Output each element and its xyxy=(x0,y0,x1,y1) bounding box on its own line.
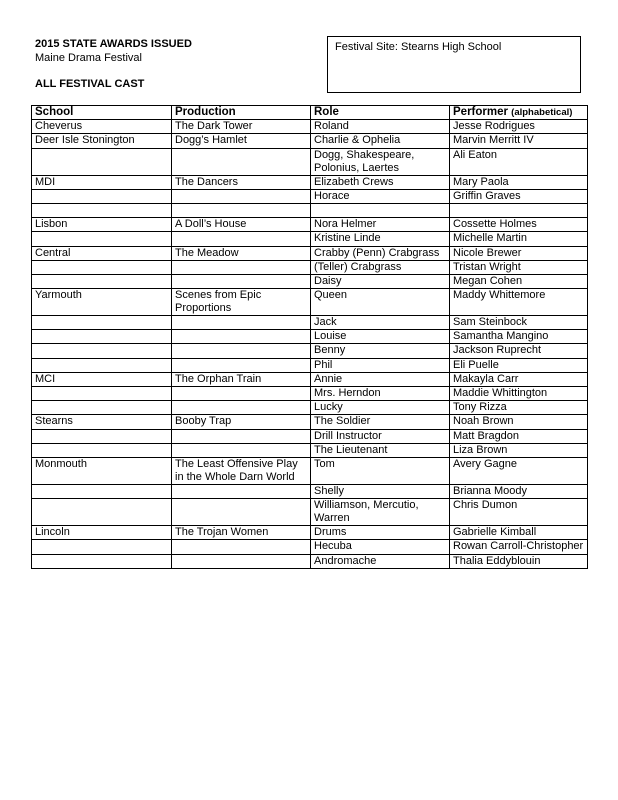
table-row xyxy=(32,189,588,203)
school-cell xyxy=(32,484,172,498)
school-cell xyxy=(32,499,172,526)
table-row xyxy=(32,330,588,344)
table-row xyxy=(32,148,588,175)
performer-cell: Nicole Brewer xyxy=(450,246,588,260)
production-cell xyxy=(172,189,311,203)
column-header-performer xyxy=(450,106,588,120)
school-cell xyxy=(32,203,172,217)
performer-cell: Tristan Wright xyxy=(450,260,588,274)
school-cell xyxy=(32,358,172,372)
school-cell xyxy=(32,189,172,203)
role-cell: Daisy xyxy=(311,274,450,288)
school-cell: Monmouth xyxy=(32,457,172,484)
table-row xyxy=(32,526,588,540)
table-header-row xyxy=(32,106,588,120)
role-cell: Lucky xyxy=(311,401,450,415)
role-cell: The Soldier xyxy=(311,415,450,429)
table-row xyxy=(32,415,588,429)
performer-cell: Thalia Eddyblouin xyxy=(450,554,588,568)
table-row xyxy=(32,540,588,554)
production-cell: The Dark Tower xyxy=(172,120,311,134)
table-row xyxy=(32,316,588,330)
production-cell xyxy=(172,148,311,175)
table-row xyxy=(32,443,588,457)
table-row xyxy=(32,120,588,134)
production-cell: The Least Offensive Play in the Whole Darn World xyxy=(172,457,311,484)
school-cell: Cheverus xyxy=(32,120,172,134)
production-cell xyxy=(172,387,311,401)
performer-cell: Mary Paola xyxy=(450,175,588,189)
table-row xyxy=(32,344,588,358)
document-header xyxy=(35,37,192,91)
table-row xyxy=(32,484,588,498)
production-cell: Scenes from Epic Proportions xyxy=(172,289,311,316)
performer-cell: Maddy Whittemore xyxy=(450,289,588,316)
document-subtitle: Maine Drama Festival xyxy=(35,52,142,64)
production-cell xyxy=(172,330,311,344)
role-cell: Hecuba xyxy=(311,540,450,554)
table-row xyxy=(32,554,588,568)
role-cell: Nora Helmer xyxy=(311,218,450,232)
school-cell: Central xyxy=(32,246,172,260)
role-cell: Queen xyxy=(311,289,450,316)
production-cell: Dogg’s Hamlet xyxy=(172,134,311,148)
section-heading: ALL FESTIVAL CAST xyxy=(35,78,145,90)
school-cell xyxy=(32,274,172,288)
production-cell: The Dancers xyxy=(172,175,311,189)
festival-site-box xyxy=(327,36,581,93)
production-cell xyxy=(172,401,311,415)
role-cell: Shelly xyxy=(311,484,450,498)
school-cell xyxy=(32,429,172,443)
table-row xyxy=(32,175,588,189)
performer-label: Performer xyxy=(453,106,508,118)
school-cell xyxy=(32,330,172,344)
table-row xyxy=(32,203,588,217)
table-row xyxy=(32,134,588,148)
production-cell xyxy=(172,260,311,274)
role-cell xyxy=(311,203,450,217)
school-cell: Yarmouth xyxy=(32,289,172,316)
role-cell: Elizabeth Crews xyxy=(311,175,450,189)
role-cell: Dogg, Shakespeare, Polonius, Laertes xyxy=(311,148,450,175)
school-cell: MDI xyxy=(32,175,172,189)
school-cell xyxy=(32,554,172,568)
school-cell: Stearns xyxy=(32,415,172,429)
role-cell: Williamson, Mercutio, Warren xyxy=(311,499,450,526)
cast-table-body xyxy=(32,120,588,569)
production-cell: The Meadow xyxy=(172,246,311,260)
school-cell: Lincoln xyxy=(32,526,172,540)
performer-cell: Jesse Rodrigues xyxy=(450,120,588,134)
production-cell xyxy=(172,203,311,217)
role-cell: Annie xyxy=(311,372,450,386)
performer-cell: Maddie Whittington xyxy=(450,387,588,401)
production-cell: The Trojan Women xyxy=(172,526,311,540)
school-cell xyxy=(32,443,172,457)
production-cell: The Orphan Train xyxy=(172,372,311,386)
festival-site-text: Festival Site: Stearns High School xyxy=(335,41,502,53)
performer-cell: Jackson Ruprecht xyxy=(450,344,588,358)
performer-cell: Marvin Merritt IV xyxy=(450,134,588,148)
performer-cell: Avery Gagne xyxy=(450,457,588,484)
column-header-school: School xyxy=(32,106,172,120)
role-cell: (Teller) Crabgrass xyxy=(311,260,450,274)
performer-cell: Megan Cohen xyxy=(450,274,588,288)
production-cell xyxy=(172,274,311,288)
school-cell: Deer Isle Stonington xyxy=(32,134,172,148)
production-cell xyxy=(172,540,311,554)
performer-cell: Matt Bragdon xyxy=(450,429,588,443)
performer-cell: Michelle Martin xyxy=(450,232,588,246)
table-row xyxy=(32,457,588,484)
performer-cell: Rowan Carroll-Christopher xyxy=(450,540,588,554)
role-cell: Jack xyxy=(311,316,450,330)
performer-cell: Eli Puelle xyxy=(450,358,588,372)
production-cell xyxy=(172,484,311,498)
table-row xyxy=(32,499,588,526)
table-row xyxy=(32,387,588,401)
school-cell xyxy=(32,387,172,401)
table-row xyxy=(32,260,588,274)
role-cell: Tom xyxy=(311,457,450,484)
production-cell xyxy=(172,443,311,457)
performer-cell: Samantha Mangino xyxy=(450,330,588,344)
table-row xyxy=(32,358,588,372)
table-row xyxy=(32,372,588,386)
table-row xyxy=(32,274,588,288)
school-cell xyxy=(32,232,172,246)
school-cell: Lisbon xyxy=(32,218,172,232)
production-cell xyxy=(172,554,311,568)
performer-cell: Liza Brown xyxy=(450,443,588,457)
performer-cell: Chris Dumon xyxy=(450,499,588,526)
role-cell: Kristine Linde xyxy=(311,232,450,246)
performer-cell: Makayla Carr xyxy=(450,372,588,386)
performer-cell: Griffin Graves xyxy=(450,189,588,203)
performer-cell: Tony Rizza xyxy=(450,401,588,415)
production-cell xyxy=(172,316,311,330)
role-cell: Charlie & Ophelia xyxy=(311,134,450,148)
production-cell xyxy=(172,429,311,443)
role-cell: Phil xyxy=(311,358,450,372)
performer-cell: Gabrielle Kimball xyxy=(450,526,588,540)
production-cell xyxy=(172,499,311,526)
table-row xyxy=(32,218,588,232)
production-cell xyxy=(172,358,311,372)
production-cell xyxy=(172,344,311,358)
performer-cell: Noah Brown xyxy=(450,415,588,429)
table-row xyxy=(32,232,588,246)
school-cell xyxy=(32,148,172,175)
performer-cell: Sam Steinbock xyxy=(450,316,588,330)
school-cell xyxy=(32,540,172,554)
role-cell: Louise xyxy=(311,330,450,344)
document-title: 2015 STATE AWARDS ISSUED xyxy=(35,38,192,50)
performer-sort-note: (alphabetical) xyxy=(511,107,573,118)
role-cell: The Lieutenant xyxy=(311,443,450,457)
role-cell: Benny xyxy=(311,344,450,358)
role-cell: Horace xyxy=(311,189,450,203)
performer-cell: Brianna Moody xyxy=(450,484,588,498)
role-cell: Crabby (Penn) Crabgrass xyxy=(311,246,450,260)
production-cell: A Doll’s House xyxy=(172,218,311,232)
column-header-role: Role xyxy=(311,106,450,120)
role-cell: Drill Instructor xyxy=(311,429,450,443)
school-cell xyxy=(32,344,172,358)
role-cell: Roland xyxy=(311,120,450,134)
role-cell: Andromache xyxy=(311,554,450,568)
production-cell xyxy=(172,232,311,246)
table-row xyxy=(32,429,588,443)
school-cell: MCI xyxy=(32,372,172,386)
table-row xyxy=(32,289,588,316)
table-row xyxy=(32,246,588,260)
role-cell: Mrs. Herndon xyxy=(311,387,450,401)
school-cell xyxy=(32,260,172,274)
school-cell xyxy=(32,316,172,330)
column-header-production: Production xyxy=(172,106,311,120)
table-row xyxy=(32,401,588,415)
cast-table xyxy=(31,105,588,569)
production-cell: Booby Trap xyxy=(172,415,311,429)
school-cell xyxy=(32,401,172,415)
role-cell: Drums xyxy=(311,526,450,540)
performer-cell: Ali Eaton xyxy=(450,148,588,175)
performer-cell: Cossette Holmes xyxy=(450,218,588,232)
performer-cell xyxy=(450,203,588,217)
